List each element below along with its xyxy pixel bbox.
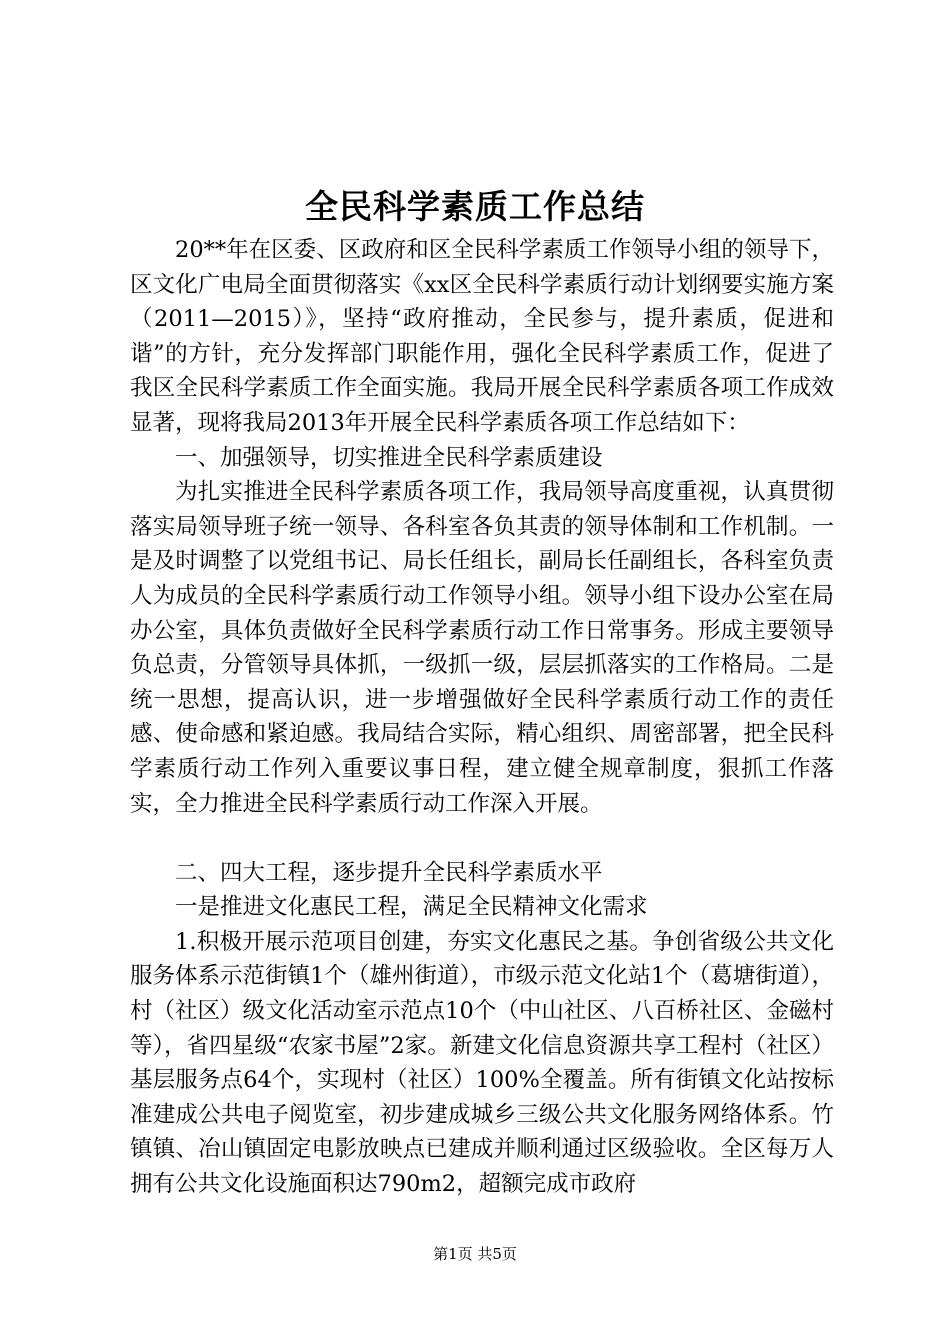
document-title: 全民科学素质工作总结 [305,187,645,226]
paragraph-leadership: 为扎实推进全民科学素质各项工作，我局领导高度重视，认真贯彻落实局领导班子统一领导、各科室各负其责的领导体制和工作机制。一是及时调整了以党组书记、局长任组长，副局长任副组长，各科室负责人为成员的全民科学素质行动工作领导小组。领导小组下设办公室在局办公室，具体负责做好全民科学素质行动工作日常事务。形成主要领导负总责，分管领导具体抓，一级抓一级，层层抓落实的工作格局。二是统一思想，提高认识，进一步增强做好全民科学素质行动工作的责任感、使命感和紧迫感。我局结合实际，精心组织、周密部署，把全民科学素质行动工作列入重要议事日程，建立健全规章制度，狠抓工作落实，全力推进全民科学素质行动工作深入开展。 [130,479,834,817]
paragraph-spacer [130,821,834,856]
section-heading-2: 二、四大工程，逐步提升全民科学素质水平 [175,859,603,886]
paragraph-intro: 20**年在区委、区政府和区全民科学素质工作领导小组的领导下，区文化广电局全面贯彻落实《xx区全民科学素质行动计划纲要实施方案（2011—2015）》，坚持“政府推动，全民参与，提升素质，促进和谐”的方针，充分发挥部门职能作用，强化全民科学素质工作，促进了我区全民科学素质工作全面实施。我局开展全民科学素质各项工作成效显著，现将我局2013年开展全民科学素质各项工作总结如下： [130,237,834,436]
subsection-heading-1: 一是推进文化惠民工程，满足全民精神文化需求 [175,894,648,921]
section-heading-1: 一、加强领导，切实推进全民科学素质建设 [175,444,603,471]
paragraph-demonstration-projects: 1.积极开展示范项目创建，夯实文化惠民之基。争创省级公共文化服务体系示范街镇1个（雄州街道），市级示范文化站1个（葛塘街道），村（社区）级文化活动室示范点10个（中山社区、八百桥社区、金磁村等），省四星级“农家书屋”2家。新建文化信息资源共享工程村（社区）基层服务点64个，实现村（社区）100%全覆盖。所有街镇文化站按标准建成公共电子阅览室，初步建成城乡三级公共文化服务网络体系。竹镇镇、冶山镇固定电影放映点已建成并顺利通过区级验收。全区每万人拥有公共文化设施面积达790m2，超额完成市政府 [130,928,834,1198]
page-footer: 第1页 共5页 [433,1245,517,1263]
document-body [130,233,834,1202]
